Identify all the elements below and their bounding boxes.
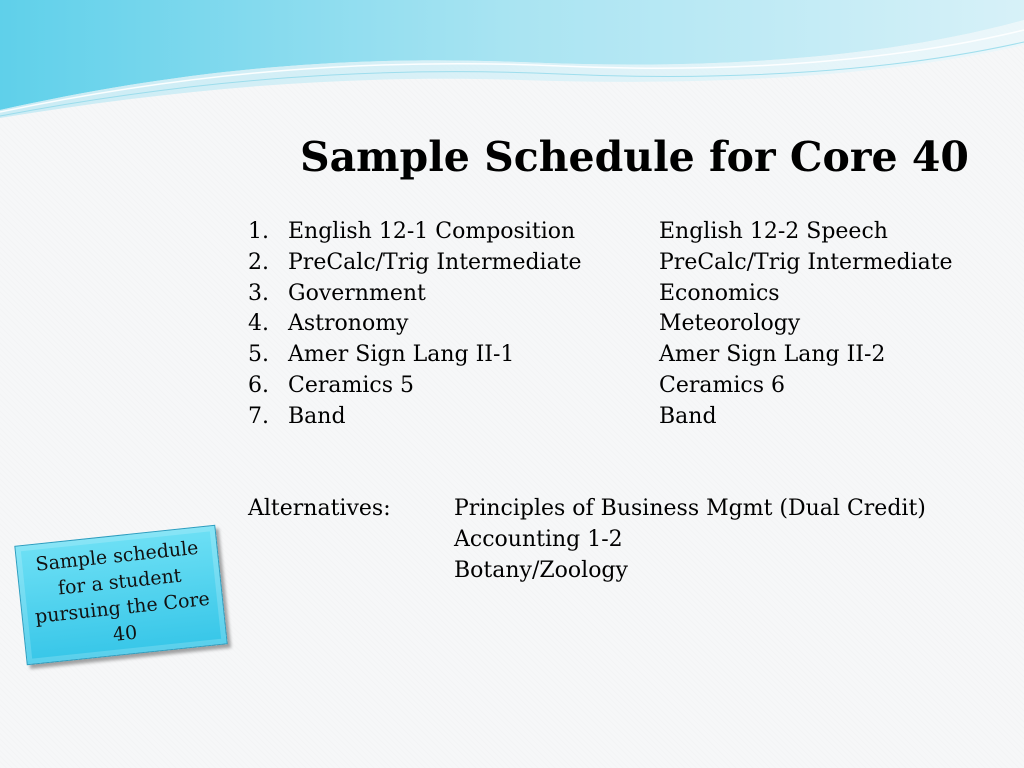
semester-2-course: Economics: [659, 280, 780, 306]
semester-2-course: Amer Sign Lang II-2: [659, 342, 886, 368]
schedule-list: [248, 219, 1008, 435]
semester-2-course: Band: [659, 403, 717, 429]
alternatives-list: [454, 496, 926, 588]
row-number: 3.: [248, 280, 269, 306]
schedule-row: [248, 342, 1008, 373]
semester-2-course: PreCalc/Trig Intermediate: [659, 249, 953, 275]
semester-1-course: Ceramics 5: [288, 372, 414, 398]
callout-box: [14, 525, 227, 665]
row-number: 4.: [248, 311, 269, 337]
row-number: 1.: [248, 219, 269, 244]
semester-1-course: Government: [288, 280, 426, 306]
header-wave-decoration: [0, 0, 1024, 130]
row-number: 7.: [248, 403, 269, 429]
semester-1-course: Amer Sign Lang II-1: [288, 342, 515, 368]
semester-1-course: Band: [288, 403, 346, 429]
alternative-item: Principles of Business Mgmt (Dual Credit): [454, 496, 926, 521]
schedule-row: [248, 250, 1008, 281]
row-number: 5.: [248, 342, 269, 368]
schedule-row: [248, 373, 1008, 404]
semester-2-course: English 12-2 Speech: [659, 219, 888, 244]
schedule-row: [248, 404, 1008, 435]
row-number: 6.: [248, 372, 269, 398]
alternative-item: Botany/Zoology: [454, 557, 628, 583]
row-number: 2.: [248, 249, 269, 275]
semester-1-course: Astronomy: [288, 311, 409, 337]
schedule-row: [248, 311, 1008, 342]
schedule-row: [248, 219, 1008, 250]
slide-title: Sample Schedule for Core 40: [300, 133, 969, 181]
alternative-item: Accounting 1-2: [454, 526, 623, 552]
semester-1-course: PreCalc/Trig Intermediate: [288, 249, 582, 275]
semester-2-course: Ceramics 6: [659, 372, 785, 398]
schedule-row: [248, 281, 1008, 312]
callout-text: Sample schedule for a student pursuing the Core 40: [33, 536, 211, 646]
semester-2-course: Meteorology: [659, 311, 801, 337]
semester-1-course: English 12-1 Composition: [288, 219, 576, 244]
alternatives-label: Alternatives:: [248, 496, 391, 521]
